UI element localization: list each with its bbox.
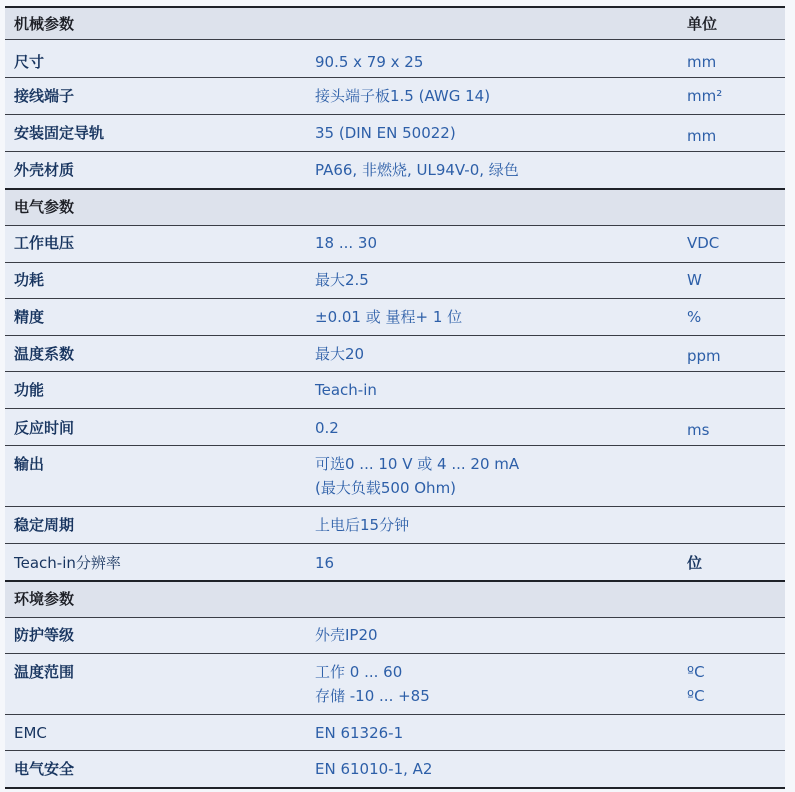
param-value: 35 (DIN EN 50022) bbox=[315, 124, 456, 142]
table-row bbox=[5, 750, 785, 787]
param-label: 温度系数 bbox=[14, 345, 75, 363]
param-value: ±0.01 或 量程+ 1 位 bbox=[315, 308, 463, 326]
param-value: 0.2 bbox=[315, 419, 339, 437]
param-label: 精度 bbox=[14, 308, 45, 326]
param-value: 最大20 bbox=[315, 345, 365, 363]
param-value: PA66, 非燃烧, UL94V-0, 绿色 bbox=[315, 161, 519, 179]
table-row bbox=[5, 39, 785, 77]
table-row bbox=[5, 225, 785, 262]
param-value-line: (最大负载500 Ohm) bbox=[315, 479, 457, 497]
param-value-multiline bbox=[315, 452, 519, 500]
table-row bbox=[5, 653, 785, 714]
table-row bbox=[5, 408, 785, 445]
param-label: 外壳材质 bbox=[14, 161, 75, 179]
param-label: Teach-in分辨率 bbox=[14, 554, 121, 572]
table-row bbox=[5, 77, 785, 114]
param-label: 防护等级 bbox=[14, 626, 75, 644]
param-unit: ppm bbox=[687, 347, 721, 365]
table-bottom-rule bbox=[5, 787, 785, 789]
param-label: 功能 bbox=[14, 381, 45, 399]
table-row bbox=[5, 262, 785, 298]
table-row bbox=[5, 151, 785, 188]
param-label: 接线端子 bbox=[14, 87, 75, 105]
param-value-line: 存储 -10 ... +85 bbox=[315, 687, 430, 705]
param-unit: mm bbox=[687, 127, 717, 145]
param-value: 外壳IP20 bbox=[315, 626, 378, 644]
param-unit-line: ºC bbox=[687, 663, 705, 681]
section-header-mechanical bbox=[5, 6, 785, 39]
table-row bbox=[5, 617, 785, 653]
param-value: 最大2.5 bbox=[315, 271, 369, 289]
param-unit: mm² bbox=[687, 87, 723, 105]
table-row bbox=[5, 298, 785, 335]
param-value: EN 61010-1, A2 bbox=[315, 760, 433, 778]
param-label: 反应时间 bbox=[14, 419, 75, 437]
param-label: 功耗 bbox=[14, 271, 45, 289]
param-label: 工作电压 bbox=[14, 234, 75, 252]
param-label: 电气安全 bbox=[14, 760, 75, 778]
param-label: 稳定周期 bbox=[14, 516, 75, 534]
section-title: 电气参数 bbox=[14, 198, 75, 216]
param-unit: W bbox=[687, 271, 702, 289]
table-row bbox=[5, 445, 785, 506]
param-value: 18 ... 30 bbox=[315, 234, 378, 252]
table-row bbox=[5, 506, 785, 543]
table-row bbox=[5, 114, 785, 151]
param-unit: % bbox=[687, 308, 702, 326]
param-value: 上电后15分钟 bbox=[315, 516, 410, 534]
param-value: Teach-in bbox=[315, 381, 377, 399]
param-value: EN 61326-1 bbox=[315, 724, 404, 742]
table-row bbox=[5, 543, 785, 580]
table-row bbox=[5, 714, 785, 750]
param-unit-line: ºC bbox=[687, 687, 705, 705]
unit-column-header: 单位 bbox=[687, 15, 718, 33]
param-value-multiline bbox=[315, 660, 430, 708]
param-value-line: 可选0 ... 10 V 或 4 ... 20 mA bbox=[315, 455, 520, 473]
param-label: 安装固定导轨 bbox=[14, 124, 105, 142]
param-unit: VDC bbox=[687, 234, 720, 252]
param-unit: ms bbox=[687, 421, 710, 439]
param-unit: 位 bbox=[687, 554, 703, 572]
param-unit: mm bbox=[687, 53, 717, 71]
section-title: 环境参数 bbox=[14, 590, 75, 608]
param-label: 温度范围 bbox=[14, 663, 75, 681]
param-value: 接头端子板1.5 (AWG 14) bbox=[315, 87, 491, 105]
table-row bbox=[5, 335, 785, 371]
param-label: 输出 bbox=[14, 455, 45, 473]
section-header-electrical bbox=[5, 188, 785, 225]
param-unit-multiline bbox=[687, 660, 705, 708]
param-value: 16 bbox=[315, 554, 335, 572]
param-label: 尺寸 bbox=[14, 53, 45, 71]
section-title: 机械参数 bbox=[14, 15, 75, 33]
param-label: EMC bbox=[14, 724, 47, 742]
param-value: 90.5 x 79 x 25 bbox=[315, 53, 424, 71]
table-row bbox=[5, 371, 785, 408]
section-header-environment bbox=[5, 580, 785, 617]
param-value-line: 工作 0 ... 60 bbox=[315, 663, 403, 681]
